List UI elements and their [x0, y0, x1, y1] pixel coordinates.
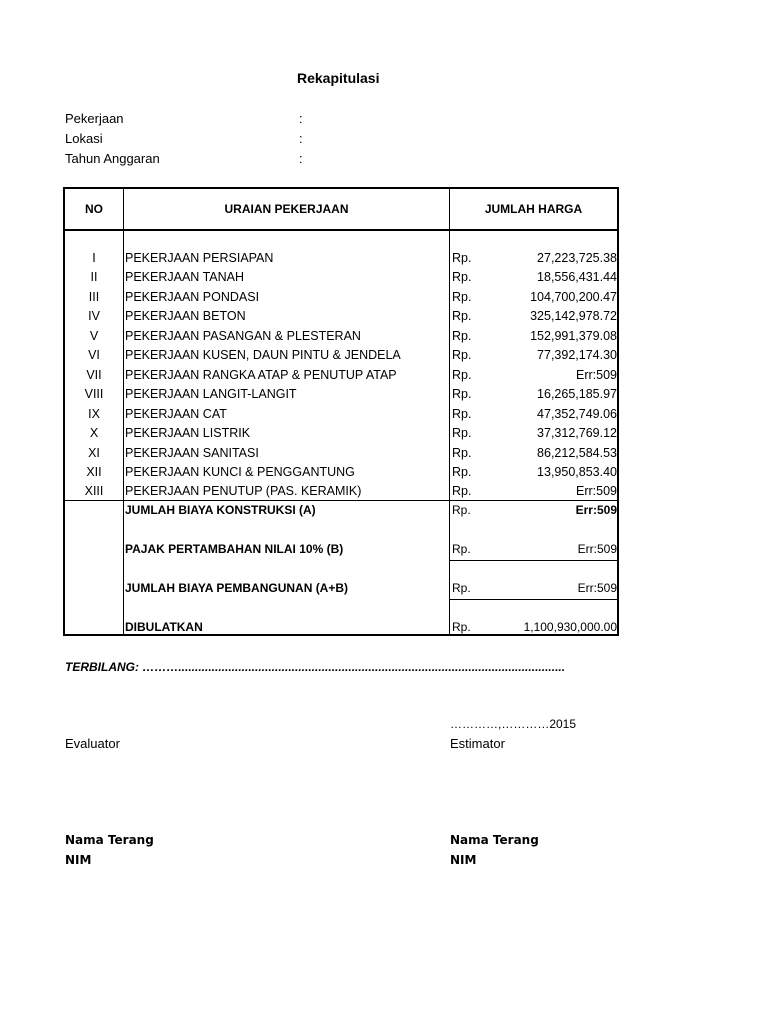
row-description: PEKERJAAN TANAH [125, 270, 245, 285]
currency-label: Rp. [452, 328, 472, 343]
summary-row-ppn [65, 539, 617, 559]
row-number: X [89, 426, 99, 441]
evaluator-nim-label: NIM [65, 853, 92, 867]
row-number: IX [88, 406, 100, 421]
summary-value: 1,100,930,000.00 [523, 620, 617, 634]
currency-label: Rp. [452, 620, 471, 634]
summary-value: Err:509 [575, 503, 617, 517]
currency-label: Rp. [452, 367, 472, 382]
estimator-label: Estimator [450, 736, 505, 751]
currency-label: Rp. [452, 542, 471, 556]
currency-label: Rp. [452, 289, 472, 304]
row-description: PEKERJAAN LANGIT-LANGIT [125, 387, 297, 402]
row-description: PEKERJAAN PENUTUP (PAS. KERAMIK) [125, 484, 362, 499]
table-row [65, 424, 617, 443]
table-row [65, 327, 617, 346]
table-row [65, 249, 617, 268]
terbilang-line: TERBILANG: ……….................................................................................................................... [65, 660, 566, 674]
row-description: PEKERJAAN KUNCI & PENGGANTUNG [125, 464, 355, 479]
currency-label: Rp. [452, 445, 472, 460]
evaluator-name-label: Nama Terang [65, 833, 154, 847]
currency-label: Rp. [452, 484, 472, 499]
table-row [65, 366, 617, 385]
row-number: IV [88, 309, 100, 324]
row-amount: 86,212,584.53 [537, 445, 617, 460]
info-label-lokasi: Lokasi [65, 131, 103, 146]
currency-label: Rp. [452, 426, 472, 441]
currency-label: Rp. [452, 270, 472, 285]
table-row [65, 346, 617, 365]
table-amount-divider [450, 599, 617, 600]
summary-label: JUMLAH BIAYA PEMBANGUNAN (A+B) [125, 581, 349, 595]
recap-table [63, 187, 619, 636]
table-row [65, 482, 617, 501]
row-number: VI [88, 348, 100, 363]
summary-value: Err:509 [577, 542, 617, 556]
row-number: V [89, 328, 99, 343]
row-number: VII [86, 367, 102, 382]
estimator-nim-label: NIM [450, 853, 477, 867]
row-number: XIII [84, 484, 104, 499]
table-row [65, 307, 617, 326]
row-number: III [88, 289, 100, 304]
currency-label: Rp. [452, 406, 472, 421]
row-amount: Err:509 [576, 484, 617, 499]
row-amount: Err:509 [576, 367, 617, 382]
row-description: PEKERJAAN LISTRIK [125, 426, 251, 441]
row-number: II [90, 270, 98, 285]
header-no: NO [85, 202, 103, 216]
table-header-divider [65, 229, 617, 231]
currency-label: Rp. [452, 348, 472, 363]
info-label-pekerjaan: Pekerjaan [65, 111, 124, 126]
summary-label: DIBULATKAN [125, 620, 203, 634]
info-colon: : [299, 111, 303, 126]
summary-row-konstruksi [65, 500, 617, 520]
table-row [65, 268, 617, 287]
currency-label: Rp. [452, 503, 471, 517]
table-amount-divider [450, 560, 617, 561]
header-description: URAIAN PEKERJAAN [224, 202, 349, 216]
row-description: PEKERJAAN PERSIAPAN [125, 251, 274, 265]
table-row [65, 444, 617, 463]
info-colon: : [299, 151, 303, 166]
row-amount: 325,142,978.72 [530, 309, 617, 324]
evaluator-label: Evaluator [65, 736, 120, 751]
row-amount: 16,265,185.97 [537, 387, 617, 402]
summary-value: Err:509 [577, 581, 617, 595]
row-amount: 77,392,174.30 [537, 348, 617, 363]
row-description: PEKERJAAN PONDASI [125, 289, 260, 304]
currency-label: Rp. [452, 464, 472, 479]
row-amount: 47,352,749.06 [537, 406, 617, 421]
row-description: PEKERJAAN BETON [125, 309, 246, 324]
table-row [65, 288, 617, 307]
row-number: XII [86, 464, 102, 479]
table-row [65, 405, 617, 424]
info-label-tahun-anggaran: Tahun Anggaran [65, 151, 160, 166]
summary-label: PAJAK PERTAMBAHAN NILAI 10% (B) [125, 542, 344, 556]
info-colon: : [299, 131, 303, 146]
signature-date: …………,…………2015 [450, 717, 577, 731]
currency-label: Rp. [452, 387, 472, 402]
estimator-name-label: Nama Terang [450, 833, 539, 847]
row-description: PEKERJAAN CAT [125, 406, 227, 421]
table-row [65, 385, 617, 404]
row-number: XI [88, 445, 100, 460]
row-amount: 152,991,379.08 [530, 328, 617, 343]
row-description: PEKERJAAN SANITASI [125, 445, 259, 460]
summary-row-pembangunan [65, 578, 617, 598]
row-description: PEKERJAAN KUSEN, DAUN PINTU & JENDELA [125, 348, 401, 363]
row-number: VIII [84, 387, 104, 402]
row-amount: 13,950,853.40 [537, 464, 617, 479]
row-amount: 27,223,725.38 [537, 251, 617, 265]
summary-label: JUMLAH BIAYA KONSTRUKSI (A) [125, 503, 316, 517]
summary-row-dibulatkan [65, 617, 617, 637]
row-number: I [92, 251, 96, 265]
row-description: PEKERJAAN PASANGAN & PLESTERAN [125, 328, 361, 343]
row-amount: 37,312,769.12 [537, 426, 617, 441]
header-amount: JUMLAH HARGA [484, 202, 583, 216]
row-amount: 18,556,431.44 [537, 270, 617, 285]
table-row [65, 463, 617, 482]
row-description: PEKERJAAN RANGKA ATAP & PENUTUP ATAP [125, 367, 397, 382]
currency-label: Rp. [452, 251, 472, 265]
row-amount: 104,700,200.47 [530, 289, 617, 304]
currency-label: Rp. [452, 581, 471, 595]
currency-label: Rp. [452, 309, 472, 324]
